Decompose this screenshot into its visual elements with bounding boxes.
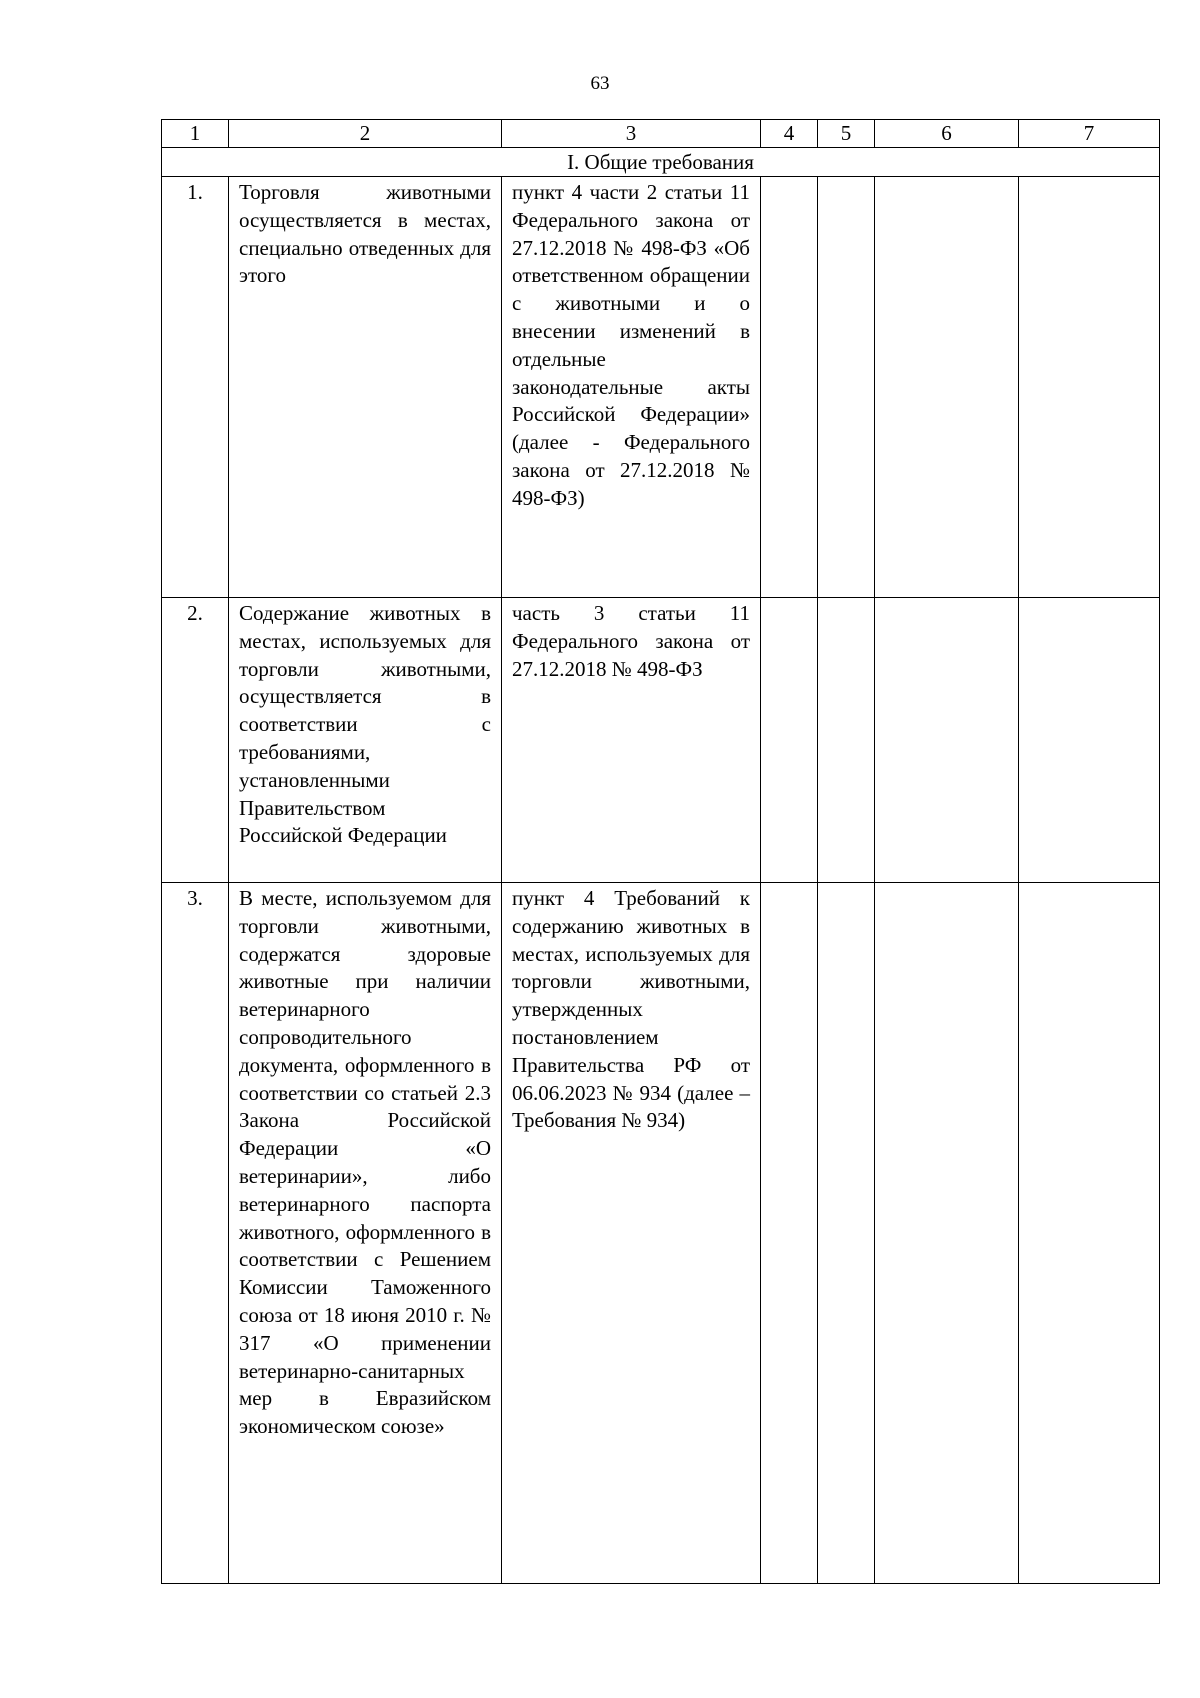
empty-cell — [761, 883, 818, 1584]
empty-cell — [1019, 598, 1160, 883]
requirement-text: В месте, используемом для торговли животными, содержатся здоровые животные при наличии ветеринарного сопроводительного документа, оформленного в соответствии со статьей 2.3 Закона Российской Федерации «О ветеринарии», либо ветеринарного паспорта животного, оформленного в соответствии с Решением Комиссии Таможенного союза от 18 июня 2010 г. № 317 «О применении ветеринарно-санитарных мер в Евразийском экономическом союзе» — [229, 883, 502, 1584]
column-header: 7 — [1019, 120, 1160, 148]
empty-cell — [818, 177, 875, 598]
empty-cell — [761, 598, 818, 883]
table-row — [162, 177, 1160, 598]
row-number: 2. — [162, 598, 229, 883]
column-number-row — [162, 120, 1160, 148]
empty-cell — [761, 177, 818, 598]
section-title: I. Общие требования — [162, 148, 1160, 177]
empty-cell — [818, 598, 875, 883]
column-header: 2 — [229, 120, 502, 148]
table-row — [162, 883, 1160, 1584]
column-header: 6 — [875, 120, 1019, 148]
column-header: 5 — [818, 120, 875, 148]
empty-cell — [1019, 883, 1160, 1584]
row-number: 3. — [162, 883, 229, 1584]
empty-cell — [1019, 177, 1160, 598]
empty-cell — [875, 598, 1019, 883]
legal-basis-text: часть 3 статьи 11 Федерального закона от 27.12.2018 № 498-ФЗ — [502, 598, 761, 883]
empty-cell — [875, 177, 1019, 598]
column-header: 4 — [761, 120, 818, 148]
section-row — [162, 148, 1160, 177]
legal-basis-text: пункт 4 части 2 статьи 11 Федерального закона от 27.12.2018 № 498-ФЗ «Об ответственном обращении с животными и о внесении изменений в отдельные законодательные акты Российской Федерации» (далее - Федерального закона от 27.12.2018 № 498-ФЗ) — [502, 177, 761, 598]
requirement-text: Содержание животных в местах, используемых для торговли животными, осуществляется в соответствии с требованиями, установленными Правительством Российской Федерации — [229, 598, 502, 883]
requirements-table — [161, 119, 1160, 1584]
page-number: 63 — [590, 73, 610, 94]
table-row — [162, 598, 1160, 883]
column-header: 1 — [162, 120, 229, 148]
requirement-text: Торговля животными осуществляется в местах, специально отведенных для этого — [229, 177, 502, 598]
empty-cell — [875, 883, 1019, 1584]
empty-cell — [818, 883, 875, 1584]
row-number: 1. — [162, 177, 229, 598]
legal-basis-text: пункт 4 Требований к содержанию животных в местах, используемых для торговли животными, утвержденных постановлением Правительства РФ от 06.06.2023 № 934 (далее – Требования № 934) — [502, 883, 761, 1584]
column-header: 3 — [502, 120, 761, 148]
